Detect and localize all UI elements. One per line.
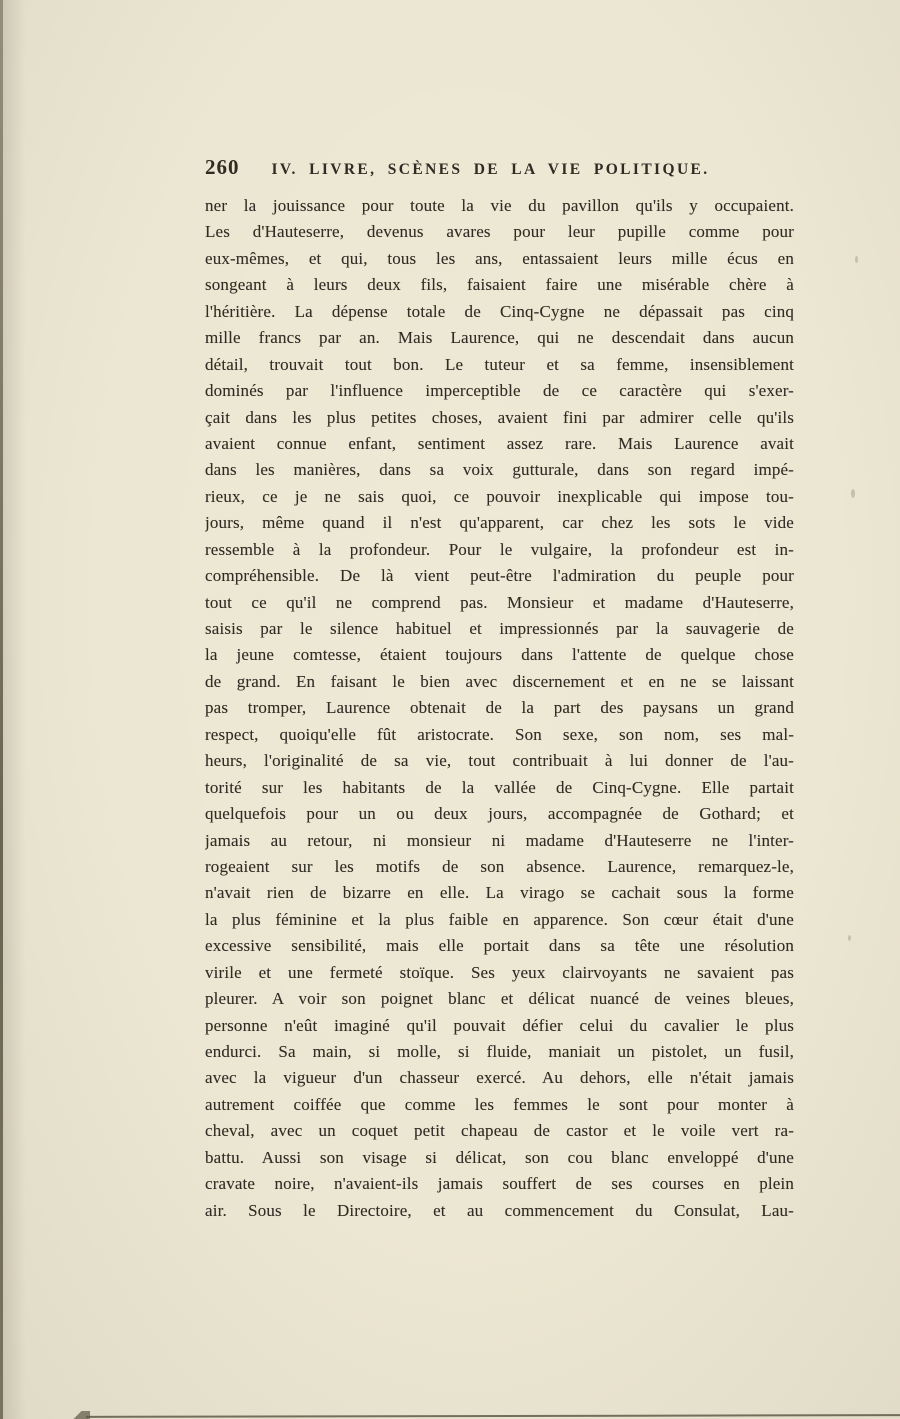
text-line: compréhensible. De là vient peut-être l'admiration du peuple pour — [205, 566, 794, 586]
text-line: jours, même quand il n'est qu'apparent, car chez les sots le vide — [205, 513, 794, 533]
text-line: personne n'eût imaginé qu'il pouvait défier celui du cavalier le plus — [205, 1015, 794, 1035]
text-line: respect, quoiqu'elle fût aristocrate. Son sexe, son nom, ses mal- — [205, 724, 794, 744]
text-line: avec la vigueur d'un chasseur exercé. Au dehors, elle n'était jamais — [205, 1068, 794, 1088]
text-line: pas tromper, Laurence obtenait de la part des paysans un grand — [205, 698, 794, 718]
ink-bleed-mark — [851, 489, 855, 498]
text-line: tout ce qu'il ne comprend pas. Monsieur et madame d'Hauteserre, — [205, 592, 794, 612]
text-line: la plus féminine et la plus faible en apparence. Son cœur était d'une — [205, 909, 794, 929]
text-line: virile et une fermeté stoïque. Ses yeux clairvoyants ne savaient pas — [205, 962, 794, 982]
text-line: rogeaient sur les motifs de son absence. Laurence, remarquez-le, — [205, 856, 794, 876]
text-line: ressemble à la profondeur. Pour le vulgaire, la profondeur est in- — [205, 539, 794, 559]
text-line: battu. Aussi son visage si délicat, son cou blanc enveloppé d'une — [205, 1147, 794, 1167]
text-line: Les d'Hauteserre, devenus avares pour leur pupille comme pour — [205, 222, 794, 242]
page-number: 260 — [205, 155, 240, 179]
text-line: cheval, avec un coquet petit chapeau de castor et le voile vert ra- — [205, 1121, 794, 1141]
text-line: torité sur les habitants de la vallée de Cinq-Cygne. Elle partait — [205, 777, 794, 797]
text-line: la jeune comtesse, étaient toujours dans l'attente de quelque chose — [205, 645, 794, 665]
text-line: autrement coiffée que comme les femmes le sont pour monter à — [205, 1094, 794, 1114]
text-line: n'avait rien de bizarre en elle. La virago se cachait sous la forme — [205, 883, 794, 903]
text-line: jamais au retour, ni monsieur ni madame d'Hauteserre ne l'inter- — [205, 830, 794, 850]
body-text — [205, 193, 794, 1224]
text-line: endurci. Sa main, si molle, si fluide, maniait un pistolet, un fusil, — [205, 1042, 794, 1061]
text-line: songeant à leurs deux fils, faisaient faire une misérable chère à — [205, 275, 794, 295]
text-line: dominés par l'influence imperceptible de ce caractère qui s'exer- — [205, 381, 794, 401]
page-header — [205, 155, 795, 180]
ink-bleed-mark — [848, 935, 851, 941]
text-line: de grand. En faisant le bien avec discernement et en ne se laissant — [205, 671, 794, 691]
text-line: eux-mêmes, et qui, tous les ans, entassaient leurs mille écus en — [205, 248, 794, 268]
text-line: pleurer. A voir son poignet blanc et délicat nuancé de veines bleues, — [205, 989, 794, 1009]
text-line: dans les manières, dans sa voix gutturale, dans son regard impé- — [205, 460, 794, 480]
text-line: mille francs par an. Mais Laurence, qui ne descendait dans aucun — [205, 328, 794, 348]
text-line: l'héritière. La dépense totale de Cinq-Cygne ne dépassait pas cinq — [205, 301, 794, 321]
text-line: détail, trouvait tout bon. Le tuteur et sa femme, insensiblement — [205, 354, 794, 374]
scan-edge-bottom — [86, 1414, 900, 1418]
text-line: air. Sous le Directoire, et au commencement du Consulat, Lau- — [205, 1200, 794, 1220]
text-line: saisis par le silence habituel et impressionnés par la sauvagerie de — [205, 619, 794, 638]
text-line: rieux, ce je ne sais quoi, ce pouvoir inexplicable qui impose tou- — [205, 486, 794, 506]
text-line: avaient connue enfant, sentiment assez rare. Mais Laurence avait — [205, 433, 794, 453]
text-line: heurs, l'originalité de sa vie, tout contribuait à lui donner de l'au- — [205, 751, 794, 771]
ink-bleed-mark — [855, 256, 858, 263]
text-line: quelquefois pour un ou deux jours, accompagnée de Gothard; et — [205, 804, 794, 824]
text-line: çait dans les plus petites choses, avaient fini par admirer celle qu'ils — [205, 407, 794, 427]
scan-edge-left — [0, 0, 3, 1419]
text-line: cravate noire, n'avaient-ils jamais souffert de ses courses en plein — [205, 1174, 794, 1194]
text-line: ner la jouissance pour toute la vie du pavillon qu'ils y occupaient. — [205, 196, 794, 215]
running-title: IV. LIVRE, SCÈNES DE LA VIE POLITIQUE. — [271, 161, 710, 178]
text-line: excessive sensibilité, mais elle portait dans sa tête une résolution — [205, 936, 794, 956]
scan-corner-bottom-left — [70, 1411, 90, 1419]
